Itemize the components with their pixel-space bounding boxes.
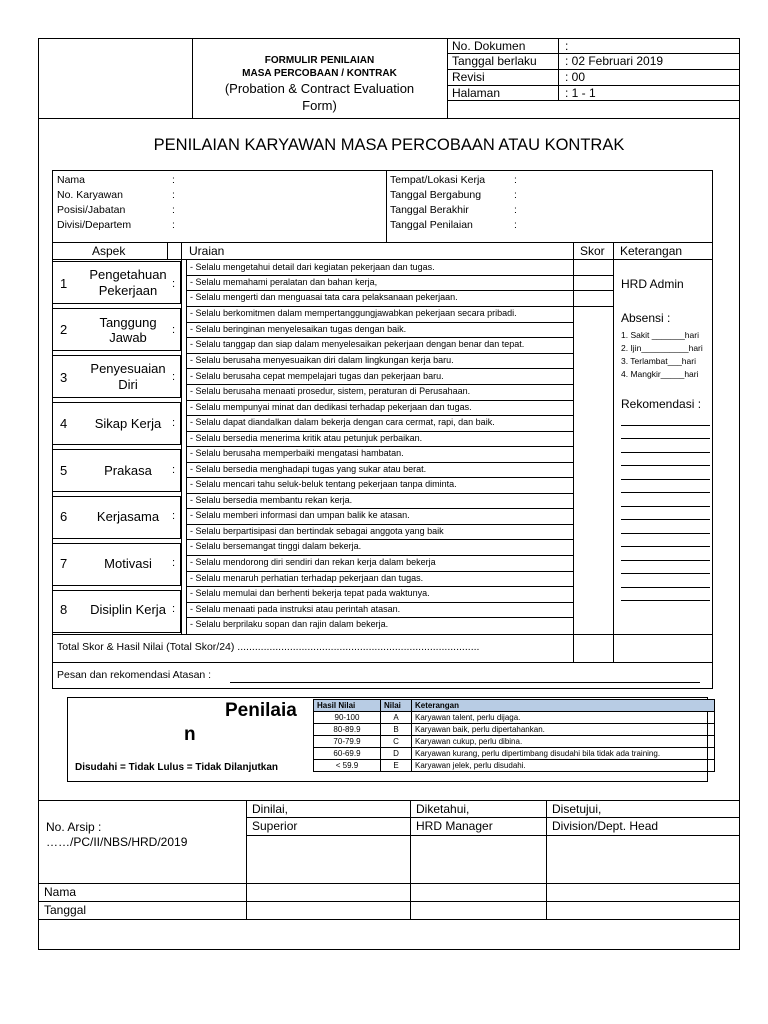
signature-rule <box>38 919 740 920</box>
name-colon: : <box>172 174 175 186</box>
join-date-colon: : <box>514 189 517 201</box>
row-rule <box>186 290 613 291</box>
criteria-item: - Selalu memahami peralatan dan bahan kerja, <box>190 277 378 287</box>
description-header: Uraian <box>189 244 225 258</box>
recommendation-line[interactable] <box>621 600 710 601</box>
aspect-name: Penyesuaian <box>90 361 166 376</box>
row-rule <box>186 306 613 307</box>
superior-signature-field[interactable] <box>247 836 409 882</box>
grade-letter: B <box>381 724 412 736</box>
row-rule <box>186 493 573 494</box>
aspect-number: 6 <box>60 509 68 524</box>
main-title: PENILAIAN KARYAWAN MASA PERCOBAAN ATAU KONTRAK <box>153 136 625 154</box>
table-row <box>314 736 715 748</box>
aspect-name: Prakasa <box>104 463 152 478</box>
page-value: : 1 - 1 <box>565 86 596 100</box>
criteria-item: - Selalu bersedia membantu rekan kerja. <box>190 495 353 505</box>
grade-description: Karyawan talent, perlu dijaga. <box>412 712 715 724</box>
grade-range-header: Hasil Nilai <box>314 700 381 712</box>
evaluation-date-label: Tanggal Penilaian <box>390 219 473 231</box>
recommendation-line[interactable] <box>621 465 710 466</box>
row-rule <box>186 353 573 354</box>
criteria-item: - Selalu berkomitmen dalam mempertanggungjawabkan pekerjaan secara pribadi. <box>190 308 517 318</box>
attendance-item: 4. Mangkir_____hari <box>621 369 699 379</box>
employee-number-label: No. Karyawan <box>57 189 123 201</box>
criteria-item: - Selalu berprilaku sopan dan rajin dalam bekerja. <box>190 619 389 629</box>
end-date-colon: : <box>514 204 517 216</box>
hrd-signature-field[interactable] <box>411 836 545 882</box>
signature-rule <box>38 883 740 884</box>
recommendation-line[interactable] <box>621 573 710 574</box>
grading-table <box>313 699 715 772</box>
row-rule <box>186 586 573 587</box>
grade-range: 60-69.9 <box>314 748 381 760</box>
grade-range: 70-79.9 <box>314 736 381 748</box>
grade-range: 80-89.9 <box>314 724 381 736</box>
form-subtitle-line2: Form) <box>302 98 337 113</box>
recommendation-line[interactable] <box>621 452 710 453</box>
aspect-name: Tanggung <box>99 315 157 330</box>
recommendation-line[interactable] <box>621 519 710 520</box>
end-date-label: Tanggal Berakhir <box>390 204 469 216</box>
row-rule <box>186 384 573 385</box>
grade-description-header: Keterangan <box>412 700 715 712</box>
aspect-colon: : <box>172 464 176 476</box>
aspect-colon: : <box>172 510 176 522</box>
aspect-name: Jawab <box>109 330 147 345</box>
aspect-colon: : <box>172 557 176 569</box>
table-row <box>314 760 715 772</box>
aspect-colon: : <box>172 278 176 290</box>
criteria-item: - Selalu menaati pada instruksi atau perintah atasan. <box>190 604 401 614</box>
join-date-label: Tanggal Bergabung <box>390 189 482 201</box>
recommendation-line[interactable] <box>621 479 710 480</box>
header-rule <box>447 69 740 70</box>
criteria-item: - Selalu bersedia menerima kritik atau petunjuk perbaikan. <box>190 433 423 443</box>
aspect-number: 2 <box>60 322 68 337</box>
recommendation-line[interactable] <box>621 587 710 588</box>
aspect-colon: : <box>172 324 176 336</box>
row-rule <box>186 400 573 401</box>
grade-letter: C <box>381 736 412 748</box>
row-rule <box>186 539 573 540</box>
aspect-name: Pekerjaan <box>98 283 158 298</box>
total-row-rule <box>52 662 713 663</box>
evaluation-date-colon: : <box>514 219 517 231</box>
aspect-number: 3 <box>60 370 68 385</box>
row-rule <box>186 508 573 509</box>
revision-label: Revisi <box>452 70 485 84</box>
position-label: Posisi/Jabatan <box>57 204 126 216</box>
row-rule <box>186 571 573 572</box>
criteria-item: - Selalu berusaha memperbaiki mengatasi hambatan. <box>190 448 404 458</box>
aspect-name: Diri <box>118 377 138 392</box>
work-location-label: Tempat/Lokasi Kerja <box>390 174 486 186</box>
grade-description: Karyawan baik, perlu dipertahankan. <box>412 724 715 736</box>
row-rule <box>186 617 573 618</box>
row-rule <box>186 275 613 276</box>
criteria-item: - Selalu memberi informasi dan umpan balik ke atasan. <box>190 510 410 520</box>
grading-table-header <box>314 700 715 712</box>
recommendation-line[interactable] <box>621 546 710 547</box>
criteria-item: - Selalu mempunyai minat dan dedikasi terhadap pekerjaan dan tugas. <box>190 402 472 412</box>
doc-number-value: : <box>565 39 569 53</box>
row-rule <box>186 446 573 447</box>
criteria-item: - Selalu tanggap dan siap dalam menyelesaikan pekerjaan dengan benar dan tepat. <box>190 339 525 349</box>
row-rule <box>186 555 573 556</box>
table-row <box>314 748 715 760</box>
header-bottom-rule <box>38 118 740 119</box>
grade-range: < 59.9 <box>314 760 381 772</box>
recommendation-line[interactable] <box>621 506 710 507</box>
name-label: Nama <box>57 174 86 186</box>
form-subtitle-line1: (Probation & Contract Evaluation <box>224 81 415 96</box>
evaluated-by-label: Dinilai, <box>252 802 289 816</box>
grade-letter: D <box>381 748 412 760</box>
row-rule <box>186 368 573 369</box>
aspect-number: 5 <box>60 463 68 478</box>
aspect-colon: : <box>172 417 176 429</box>
row-rule <box>186 462 573 463</box>
recommendation-line[interactable] <box>621 492 710 493</box>
criteria-item: - Selalu mengerti dan menguasai tata cara pelaksanaan pekerjaan. <box>190 292 458 302</box>
grade-letter: E <box>381 760 412 772</box>
employee-number-colon: : <box>172 189 175 201</box>
aspect-number: 1 <box>60 276 68 291</box>
column-divider <box>167 242 168 260</box>
criteria-item: - Selalu memulai dan berhenti bekerja tepat pada waktunya. <box>190 588 430 598</box>
hrd-admin-label: HRD Admin <box>621 277 684 291</box>
total-score-label: Total Skor & Hasil Nilai (Total Skor/24) ................................................................................... <box>57 641 480 653</box>
criteria-item: - Selalu dapat diandalkan dalam bekerja dengan cara cermat, rapi, dan baik. <box>190 417 495 427</box>
row-rule <box>52 634 713 635</box>
aspect-name: Kerjasama <box>96 509 160 524</box>
table-row <box>314 712 715 724</box>
aspect-name: Motivasi <box>104 556 152 571</box>
info-divider <box>386 170 387 242</box>
remarks-column-divider <box>613 242 614 662</box>
recommendation-line[interactable] <box>621 425 710 426</box>
aspect-colon: : <box>172 371 176 383</box>
recommendation-line[interactable] <box>621 533 710 534</box>
grade-description: Karyawan cukup, perlu dibina. <box>412 736 715 748</box>
archive-number-value: ……/PC/II/NBS/HRD/2019 <box>46 835 188 849</box>
effective-date-label: Tanggal berlaku <box>452 54 537 68</box>
name-row-label: Nama <box>44 885 77 899</box>
attendance-item: 1. Sakit _______hari <box>621 330 699 340</box>
aspect-number: 7 <box>60 556 68 571</box>
criteria-item: - Selalu mendorong diri sendiri dan rekan kerja dalam bekerja <box>190 557 436 567</box>
supervisor-note-line[interactable] <box>230 682 700 683</box>
criteria-item: - Selalu menaruh perhatian terhadap pekerjaan dan tugas. <box>190 573 424 583</box>
criteria-item: - Selalu bersemangat tinggi dalam bekerja. <box>190 541 362 551</box>
grading-title-line2: n <box>184 724 196 745</box>
acknowledged-by-label: Diketahui, <box>416 802 470 816</box>
signature-rule <box>38 901 740 902</box>
grade-range: 90-100 <box>314 712 381 724</box>
signature-top-rule <box>38 800 740 801</box>
effective-date-value: : 02 Februari 2019 <box>565 54 664 68</box>
approved-by-label: Disetujui, <box>552 802 602 816</box>
attendance-item: 3. Terlambat___hari <box>621 356 696 366</box>
archive-number-label: No. Arsip : <box>46 820 102 834</box>
row-rule <box>186 524 573 525</box>
recommendation-line[interactable] <box>621 560 710 561</box>
grade-description: Karyawan kurang, perlu dipertimbang disudahi bila tidak ada training. <box>412 748 715 760</box>
division-colon: : <box>172 219 175 231</box>
recommendation-line[interactable] <box>621 438 710 439</box>
criteria-item: - Selalu berpartisipasi dan bertindak sebagai anggota yang baik <box>190 526 444 536</box>
row-rule <box>186 337 573 338</box>
row-rule <box>186 431 573 432</box>
grade-description: Karyawan jelek, perlu disudahi. <box>412 760 715 772</box>
header-rule <box>447 100 740 101</box>
row-rule <box>186 477 573 478</box>
row-rule <box>186 602 573 603</box>
form-title-line1: FORMULIR PENILAIAN <box>264 55 375 66</box>
grade-letter: A <box>381 712 412 724</box>
supervisor-note-label: Pesan dan rekomendasi Atasan : <box>57 669 212 681</box>
criteria-item: - Selalu berusaha menyesuaikan diri dalam lingkungan kerja baru. <box>190 355 454 365</box>
date-row-label: Tanggal <box>44 903 87 917</box>
aspect-header: Aspek <box>92 244 126 258</box>
aspect-number: 8 <box>60 602 68 617</box>
form-title-line2: MASA PERCOBAAN / KONTRAK <box>242 68 397 79</box>
aspect-colon: : <box>172 603 176 615</box>
criteria-item: - Selalu berusaha cepat mempelajari tugas dan pekerjaan baru. <box>190 371 444 381</box>
criteria-item: - Selalu bersedia menghadapi tugas yang sukar atau berat. <box>190 464 427 474</box>
aspect-name: Pengetahuan <box>89 267 167 282</box>
division-label: Divisi/Departem <box>57 219 132 231</box>
criteria-item: - Selalu berusaha menaati prosedur, sistem, peraturan di Perusahaan. <box>190 386 471 396</box>
signature-rule <box>246 817 740 818</box>
grade-letter-header: Nilai <box>381 700 412 712</box>
work-location-colon: : <box>514 174 517 186</box>
remarks-header: Keterangan <box>620 244 683 258</box>
superior-label: Superior <box>252 819 298 833</box>
grading-note: Disudahi = Tidak Lulus = Tidak Dilanjutkan <box>75 762 279 773</box>
page-label: Halaman <box>452 86 501 100</box>
attendance-item: 2. Ijin__________hari <box>621 343 703 353</box>
grading-title-line1: Penilaia <box>225 700 297 721</box>
aspect-name: Disiplin Kerja <box>90 602 166 617</box>
table-row <box>314 724 715 736</box>
row-rule <box>186 415 573 416</box>
division-head-signature-field[interactable] <box>547 836 739 882</box>
column-divider <box>181 242 182 634</box>
aspect-name: Sikap Kerja <box>94 416 162 431</box>
criteria-item: - Selalu mencari tahu seluk-beluk tentang pekerjaan tanpa diminta. <box>190 479 457 489</box>
criteria-item: - Selalu beringinan menyelesaikan tugas dengan baik. <box>190 324 407 334</box>
header-divider <box>447 38 448 118</box>
attendance-title: Absensi : <box>621 311 671 325</box>
division-head-label: Division/Dept. Head <box>552 819 659 833</box>
aspect-number: 4 <box>60 416 68 431</box>
hrd-manager-label: HRD Manager <box>416 819 493 833</box>
score-column-divider <box>573 242 574 662</box>
position-colon: : <box>172 204 175 216</box>
doc-number-label: No. Dokumen <box>452 39 526 53</box>
revision-value: : 00 <box>565 70 586 84</box>
recommendation-title: Rekomendasi : <box>621 397 702 411</box>
row-rule <box>186 322 573 323</box>
criteria-item: - Selalu mengetahui detail dari kegiatan pekerjaan dan tugas. <box>190 262 435 272</box>
score-header: Skor <box>580 244 605 258</box>
